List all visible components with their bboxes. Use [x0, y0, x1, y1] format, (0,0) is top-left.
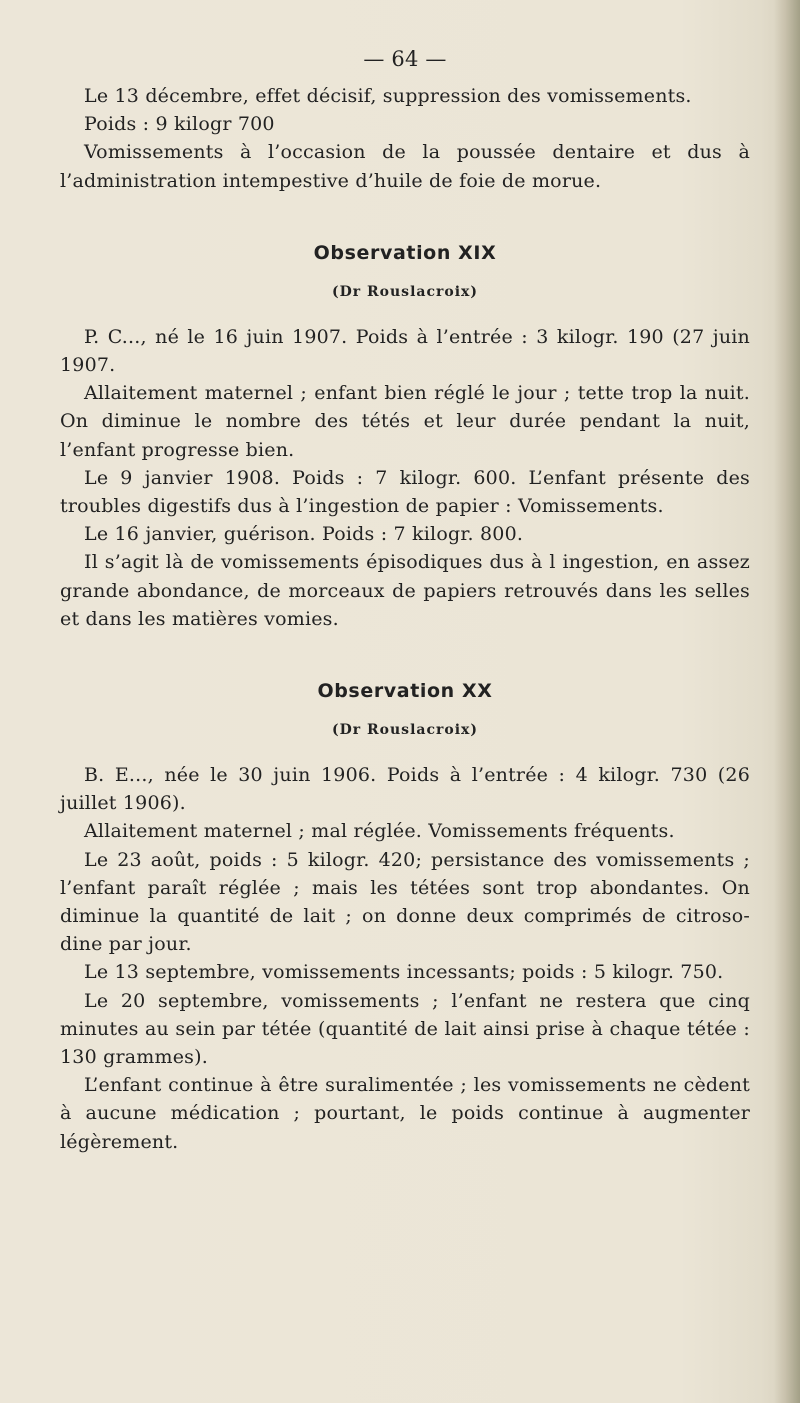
observation-paragraph: Le 16 janvier, guérison. Poids : 7 kilogr. 800.	[84, 523, 524, 546]
observation-paragraph: B. E..., née le 30 juin 1906. Poids à l’entrée : 4 kilogr. 730 (26 juillet 1906).	[60, 764, 750, 815]
intro-paragraph: Poids : 9 kilogr 700	[84, 113, 275, 136]
observation-author: (Dr Rouslacroix)	[332, 722, 478, 739]
intro-paragraph: Le 13 décembre, effet décisif, suppression des vomissements.	[84, 85, 692, 107]
observation-19	[60, 239, 750, 633]
observation-paragraph: Le 13 septembre, vomissements incessants; poids : 5 kilogr. 750.	[84, 961, 724, 984]
observation-paragraph: Il s’agit là de vomissements épisodiques dus à l ingestion, en assez grande abondance, de morceaux de papiers retrouvés dans les selles et dans les matières vomies.	[60, 551, 750, 630]
observation-author: (Dr Rouslacroix)	[332, 283, 478, 300]
page-edge-shadow	[774, 0, 800, 1403]
intro-paragraph: Vomissements à l’occasion de la poussée dentaire et dus à l’administration intempestive d’huile de foie de morue.	[60, 141, 750, 192]
observation-20	[60, 677, 750, 1156]
observation-paragraph: L’enfant continue à être suralimentée ; les vomissements ne cèdent à aucune médication ; pourtant, le poids continue à augmenter légèrement.	[60, 1074, 750, 1153]
observation-paragraph: P. C..., né le 16 juin 1907. Poids à l’entrée : 3 kilogr. 190 (27 juin 1907.	[60, 325, 750, 377]
observation-paragraph: Allaitement maternel ; enfant bien réglé le jour ; tette trop la nuit. On diminue le nombre des tétés et leur durée pendant la nuit, l’enfant progresse bien.	[60, 382, 750, 461]
observation-paragraph: Le 20 septembre, vomissements ; l’enfant ne restera que cinq minutes au sein par tétée (quantité de lait ainsi prise à chaque tétée : 130 grammes).	[60, 989, 750, 1069]
observation-paragraph: Allaitement maternel ; mal réglée. Vomissements fréquents.	[84, 820, 675, 843]
intro-section	[60, 82, 750, 195]
observation-title: Observation XX	[317, 680, 493, 703]
observation-paragraph: Le 23 août, poids : 5 kilogr. 420; persistance des vomissements ; l’enfant paraît réglée ; mais les tétées sont trop abondantes. On diminue la quantité de lait ; on donne deux comprimés de citroso-dine par jour.	[60, 848, 750, 956]
observation-paragraph: Le 9 janvier 1908. Poids : 7 kilogr. 600. L’enfant présente des troubles digestifs dus à l’ingestion de papier : Vomissements.	[60, 466, 750, 518]
page-number: — 64 —	[363, 47, 447, 71]
page-text-block	[60, 40, 750, 1156]
observation-title: Observation XIX	[313, 241, 497, 264]
